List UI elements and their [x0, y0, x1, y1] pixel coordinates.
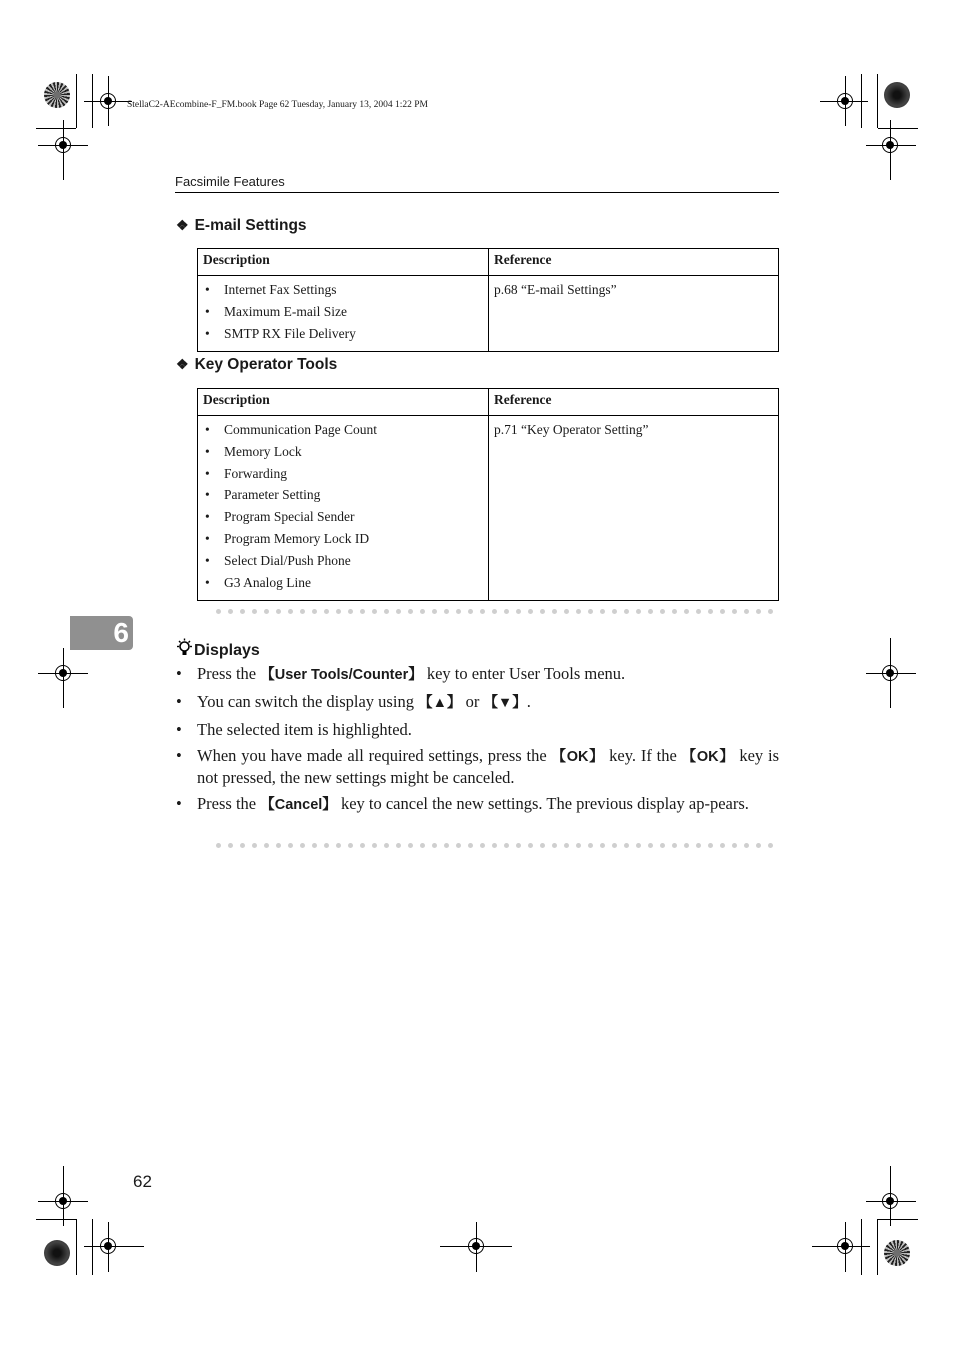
registration-target-icon [55, 137, 71, 153]
dot-ornament [216, 609, 221, 614]
color-wheel-icon [44, 82, 70, 108]
dot-ornament [396, 843, 401, 848]
chapter-tab: 6 [70, 616, 133, 650]
dot-ornament [612, 609, 617, 614]
dot-ornament [516, 609, 521, 614]
column-header-reference: Reference [489, 249, 779, 276]
dot-ornament [624, 843, 629, 848]
dot-ornament [732, 843, 737, 848]
dot-ornament [720, 843, 725, 848]
dot-ornament [732, 609, 737, 614]
dot-ornament [456, 609, 461, 614]
dot-ornament [264, 843, 269, 848]
dot-ornament [288, 843, 293, 848]
dot-ornament [648, 609, 653, 614]
registration-target-icon [882, 1193, 898, 1209]
dot-ornament [540, 609, 545, 614]
list-item: • Press the 【User Tools/Counter】 key to enter User Tools menu. [176, 664, 779, 686]
dot-ornament [432, 843, 437, 848]
dot-ornament [588, 609, 593, 614]
dot-ornament [564, 843, 569, 848]
dot-ornament [516, 843, 521, 848]
key-label: 【▼】 [483, 695, 527, 711]
description-list [203, 280, 483, 345]
dot-ornament [504, 843, 509, 848]
registration-target-icon [100, 93, 116, 109]
dot-ornament [576, 609, 581, 614]
registration-target-icon [55, 665, 71, 681]
dot-ornament [276, 609, 281, 614]
dot-ornament [264, 609, 269, 614]
dot-ornament [504, 609, 509, 614]
key-label: 【▲】 [418, 695, 462, 711]
dot-ornament [240, 843, 245, 848]
reference-cell: p.68 “E-mail Settings” [489, 276, 779, 352]
dot-ornament [468, 609, 473, 614]
dot-ornament [528, 843, 533, 848]
tip-bottom-dotted-border [176, 843, 776, 849]
list-item: • Press the 【Cancel】 key to cancel the new settings. The previous display ap-pears. [176, 794, 779, 816]
dot-ornament [252, 609, 257, 614]
dot-ornament [456, 843, 461, 848]
list-item: • When you have made all required settings, press the 【OK】 key. If the 【OK】 key is not pressed, the new settings might be canceled. [176, 746, 779, 787]
column-header-reference: Reference [489, 389, 779, 416]
key-label: 【Cancel】 [260, 796, 337, 813]
table-row [198, 416, 779, 601]
dot-ornament [600, 843, 605, 848]
dot-ornament [480, 843, 485, 848]
dot-ornament [240, 609, 245, 614]
tip-title: Displays [176, 638, 260, 660]
color-wheel-icon [884, 1240, 910, 1266]
dot-ornament [480, 609, 485, 614]
registration-target-icon [468, 1238, 484, 1254]
dot-ornament [384, 843, 389, 848]
table-header-row [198, 389, 779, 416]
dot-ornament [432, 609, 437, 614]
list-item: • Parameter Setting [203, 485, 483, 507]
dot-ornament [324, 843, 329, 848]
dot-ornament [360, 609, 365, 614]
color-wheel-icon [44, 1240, 70, 1266]
dot-ornament [768, 843, 773, 848]
diamond-bullet-icon: ❖ [176, 356, 189, 372]
dot-ornament [672, 843, 677, 848]
dot-ornament [228, 843, 233, 848]
dot-ornament [672, 609, 677, 614]
dot-ornament [756, 843, 761, 848]
tip-bullet-list [176, 664, 779, 822]
dot-ornament [288, 609, 293, 614]
reference-cell: p.71 “Key Operator Setting” [489, 416, 779, 601]
list-item: • Internet Fax Settings [203, 280, 483, 302]
dot-ornament [300, 609, 305, 614]
section-title-email-settings: ❖ E-mail Settings [176, 217, 307, 234]
dot-ornament [636, 843, 641, 848]
dot-ornament [684, 843, 689, 848]
dot-ornament [552, 609, 557, 614]
color-wheel-icon [884, 82, 910, 108]
dot-ornament [468, 843, 473, 848]
list-item: • Memory Lock [203, 442, 483, 464]
dot-ornament [756, 609, 761, 614]
dot-ornament [696, 843, 701, 848]
dot-ornament [768, 609, 773, 614]
list-item: • Maximum E-mail Size [203, 302, 483, 324]
list-item: • You can switch the display using 【▲】 or 【▼】. [176, 692, 779, 714]
lightbulb-icon [176, 638, 193, 658]
registration-target-icon [100, 1238, 116, 1254]
dot-ornament [552, 843, 557, 848]
diamond-bullet-icon: ❖ [176, 217, 189, 233]
registration-target-icon [837, 93, 853, 109]
dot-ornament [612, 843, 617, 848]
dot-ornament [708, 843, 713, 848]
column-header-description: Description [198, 389, 489, 416]
list-item: • Select Dial/Push Phone [203, 551, 483, 573]
list-item: • Forwarding [203, 464, 483, 486]
section-title-key-operator-tools: ❖ Key Operator Tools [176, 356, 338, 373]
dot-ornament [492, 843, 497, 848]
description-list [203, 420, 483, 594]
dot-ornament [744, 843, 749, 848]
dot-ornament [708, 609, 713, 614]
dot-ornament [348, 843, 353, 848]
dot-ornament [324, 609, 329, 614]
registration-target-icon [837, 1238, 853, 1254]
dot-ornament [420, 609, 425, 614]
list-item: • G3 Analog Line [203, 573, 483, 595]
dot-ornament [444, 609, 449, 614]
header-rule [175, 192, 779, 193]
dot-ornament [228, 609, 233, 614]
list-item: • Communication Page Count [203, 420, 483, 442]
list-item: • The selected item is highlighted. [176, 720, 779, 740]
email-settings-table [197, 248, 779, 352]
dot-ornament [312, 843, 317, 848]
dot-ornament [744, 609, 749, 614]
registration-target-icon [882, 665, 898, 681]
dot-ornament [396, 609, 401, 614]
list-item: • Program Memory Lock ID [203, 529, 483, 551]
dot-ornament [588, 843, 593, 848]
dot-ornament [252, 843, 257, 848]
dot-ornament [336, 843, 341, 848]
dot-ornament [492, 609, 497, 614]
running-header: Facsimile Features [175, 174, 285, 189]
dot-ornament [648, 843, 653, 848]
registration-target-icon [55, 1193, 71, 1209]
dot-ornament [660, 843, 665, 848]
dot-ornament [576, 843, 581, 848]
dot-ornament [216, 843, 221, 848]
list-item: • Program Special Sender [203, 507, 483, 529]
dot-ornament [384, 609, 389, 614]
dot-ornament [336, 609, 341, 614]
dot-ornament [312, 609, 317, 614]
column-header-description: Description [198, 249, 489, 276]
dot-ornament [444, 843, 449, 848]
table-row [198, 276, 779, 352]
key-label: 【OK】 [551, 749, 605, 765]
table-header-row [198, 249, 779, 276]
dot-ornament [696, 609, 701, 614]
dot-ornament [300, 843, 305, 848]
dot-ornament [684, 609, 689, 614]
description-cell [198, 416, 489, 601]
dot-ornament [540, 843, 545, 848]
key-label: 【User Tools/Counter】 [260, 667, 423, 683]
dot-ornament [348, 609, 353, 614]
page-number: 62 [133, 1172, 152, 1191]
dot-ornament [660, 609, 665, 614]
dot-ornament [408, 843, 413, 848]
dot-ornament [276, 843, 281, 848]
dot-ornament [408, 609, 413, 614]
key-label: 【OK】 [681, 749, 735, 765]
registration-target-icon [882, 137, 898, 153]
dot-ornament [636, 609, 641, 614]
description-cell [198, 276, 489, 352]
dot-ornament [420, 843, 425, 848]
dot-ornament [720, 609, 725, 614]
dot-ornament [372, 843, 377, 848]
file-header: StellaC2-AEcombine-F_FM.book Page 62 Tuesday, January 13, 2004 1:22 PM [127, 100, 429, 110]
dot-ornament [528, 609, 533, 614]
list-item: • SMTP RX File Delivery [203, 324, 483, 346]
dot-ornament [564, 609, 569, 614]
tip-top-dotted-border [176, 609, 776, 615]
dot-ornament [360, 843, 365, 848]
key-operator-tools-table [197, 388, 779, 601]
dot-ornament [372, 609, 377, 614]
dot-ornament [624, 609, 629, 614]
dot-ornament [600, 609, 605, 614]
